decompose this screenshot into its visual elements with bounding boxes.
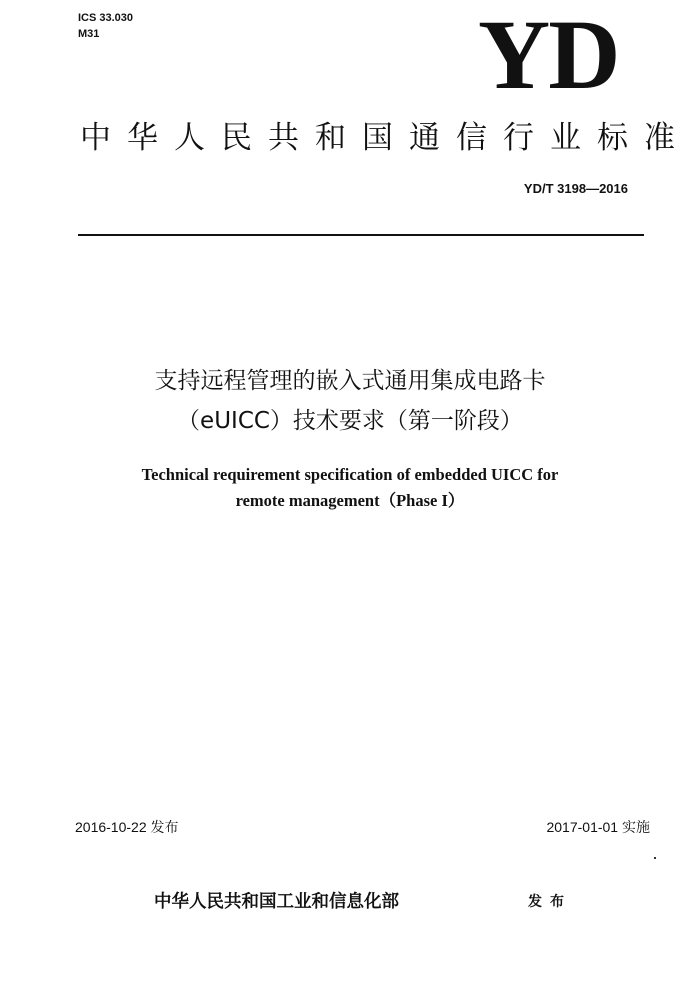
english-title-line-2: remote management（Phase I）	[235, 491, 465, 510]
publisher-name: 中华人民共和国工业和信息化部	[154, 892, 399, 912]
issue-date: 2016-10-22 发布	[75, 819, 179, 835]
yd-logo: YD	[478, 0, 619, 110]
chinese-title	[0, 361, 700, 441]
header-divider	[78, 234, 644, 236]
scan-speck	[654, 857, 656, 859]
classification-block	[78, 10, 133, 42]
ics-code: ICS 33.030	[78, 12, 134, 24]
english-title	[0, 462, 700, 514]
english-title-line-1: Technical requirement specification of embedded UICC for	[141, 465, 559, 484]
chinese-title-line-2: （eUICC）技术要求（第一阶段）	[177, 408, 523, 434]
publish-label: 发布	[528, 894, 572, 910]
effective-date: 2017-01-01 实施	[546, 819, 650, 835]
classification-code: M31	[78, 28, 100, 40]
standard-number: YD/T 3198—2016	[523, 181, 628, 196]
chinese-title-line-1: 支持远程管理的嵌入式通用集成电路卡	[154, 368, 546, 394]
standard-type-title: 中华人民共和国通信行业标准	[80, 120, 691, 156]
